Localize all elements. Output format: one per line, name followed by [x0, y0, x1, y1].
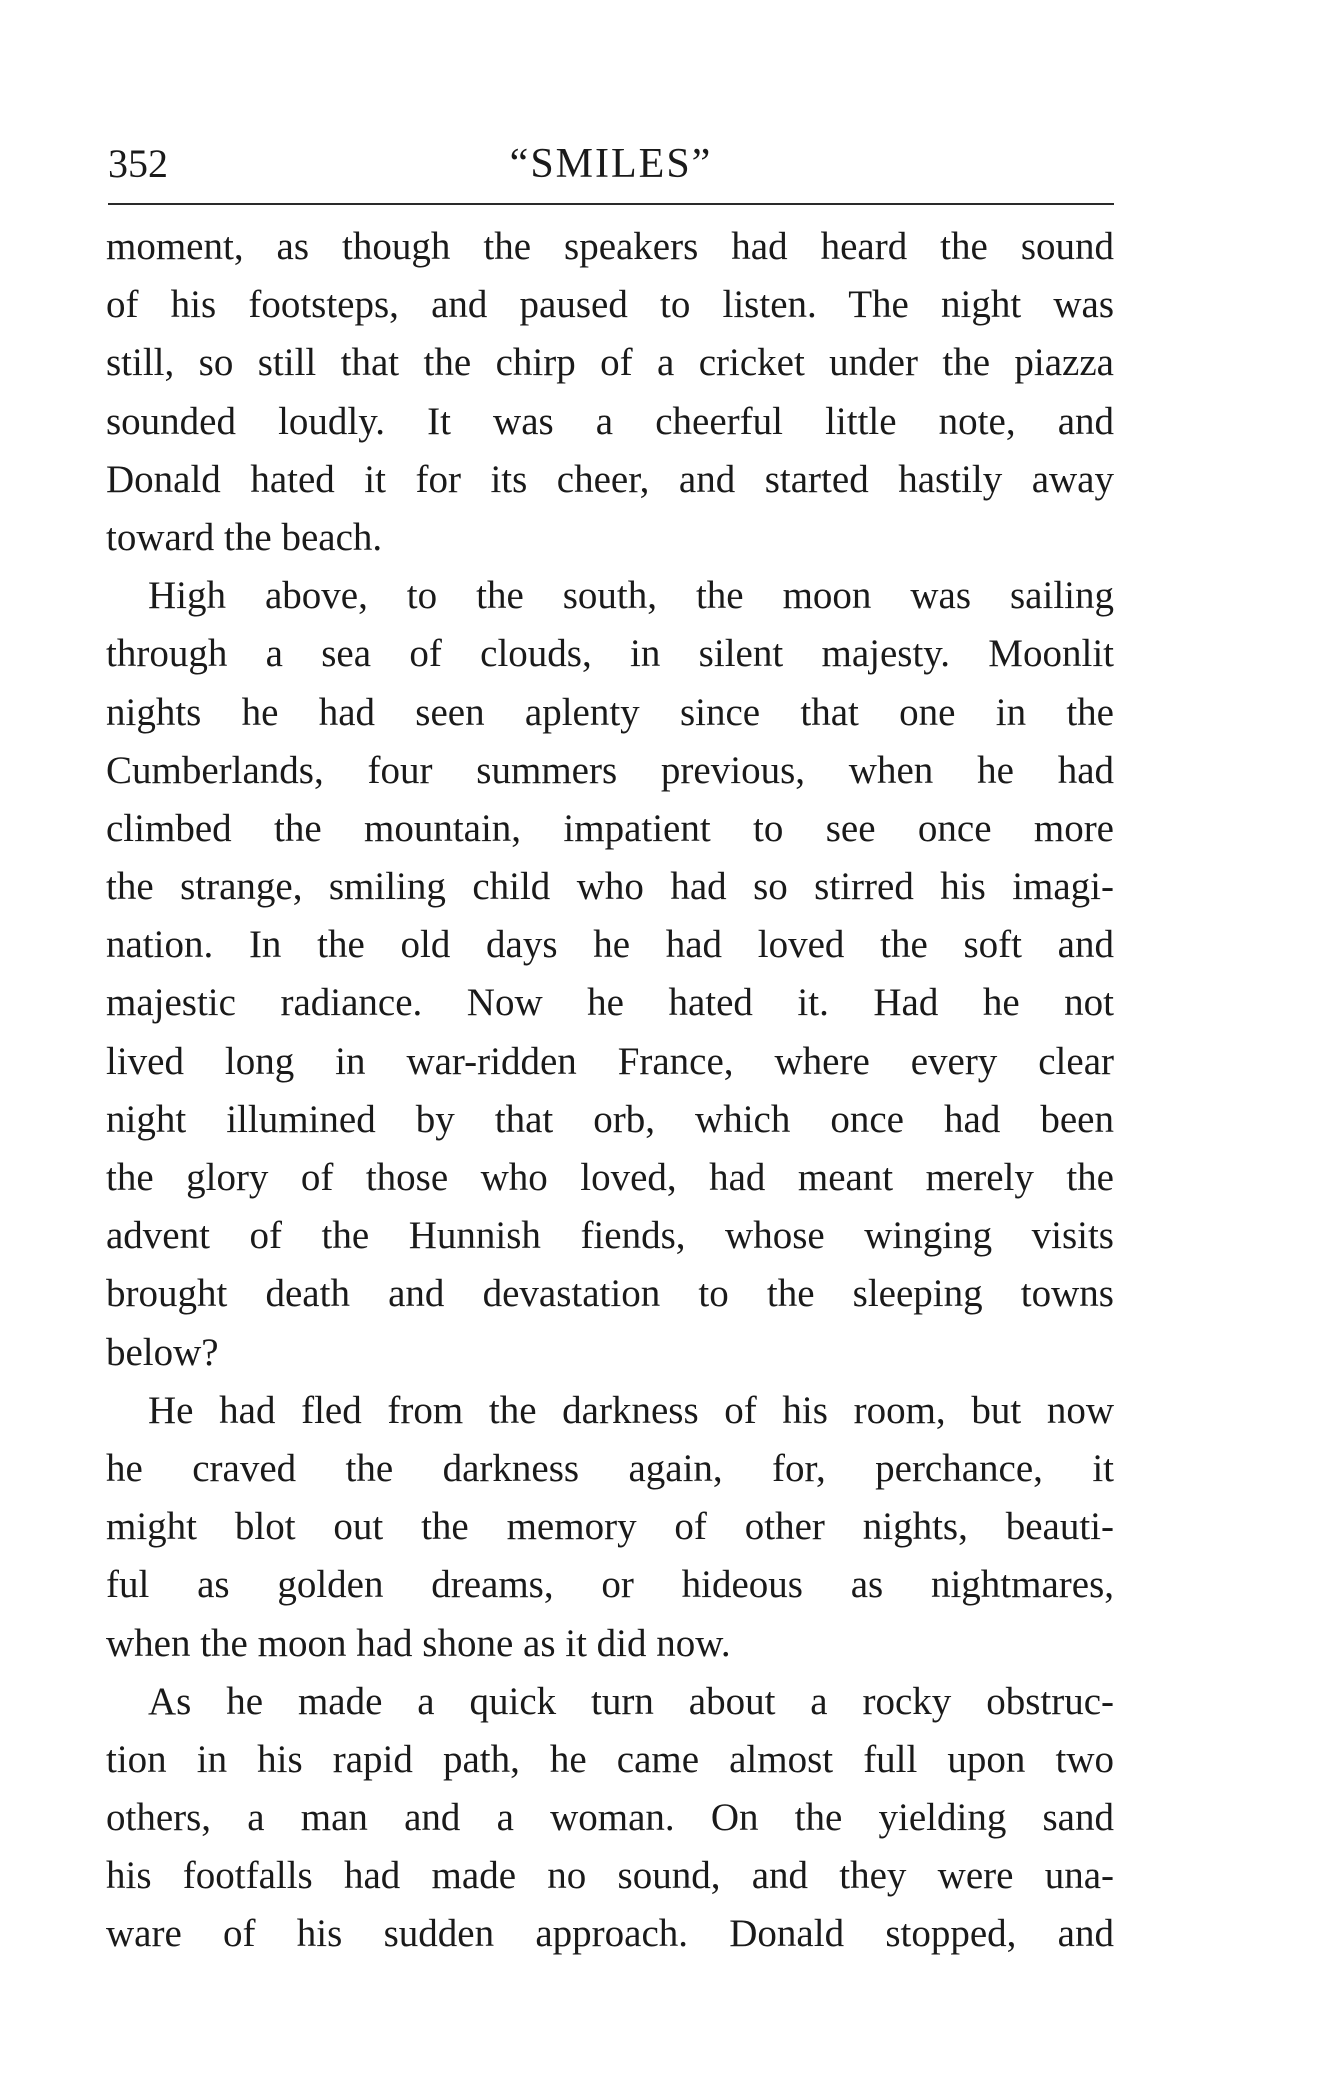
text-line: ful as golden dreams, or hideous as nightmares,	[106, 1563, 1114, 1607]
text-line: others, a man and a woman. On the yielding sand	[106, 1796, 1114, 1840]
text-line: moment, as though the speakers had heard the sound	[106, 225, 1114, 268]
text-line: still, so still that the chirp of a cricket under the piazza	[106, 341, 1114, 385]
text-line: He had fled from the darkness of his room, but now	[148, 1388, 1114, 1432]
text-line: night illumined by that orb, which once had been	[106, 1097, 1114, 1141]
text-line: advent of the Hunnish fiends, whose winging visits	[106, 1214, 1114, 1258]
text-line: below?	[106, 1330, 219, 1374]
paragraph	[106, 1673, 1114, 1964]
text-line: Donald hated it for its cheer, and started hastily away	[106, 457, 1114, 501]
text-line: the strange, smiling child who had so stirred his imagi-	[106, 865, 1114, 909]
text-line: toward the beach.	[106, 515, 383, 559]
text-line: nights he had seen aplenty since that one in the	[106, 690, 1114, 734]
text-line: the glory of those who loved, had meant merely the	[106, 1156, 1114, 1199]
paragraph	[106, 218, 1114, 567]
text-line: nation. In the old days he had loved the soft and	[106, 923, 1114, 967]
text-line: majestic radiance. Now he hated it. Had he not	[106, 981, 1114, 1025]
text-line: High above, to the south, the moon was sailing	[148, 574, 1114, 618]
text-line: sounded loudly. It was a cheerful little note, and	[106, 399, 1114, 443]
text-line: lived long in war-ridden France, where every clear	[106, 1039, 1114, 1083]
text-line: when the moon had shone as it did now.	[106, 1621, 731, 1665]
text-line: ware of his sudden approach. Donald stopped, and	[106, 1912, 1114, 1956]
text-line: through a sea of clouds, in silent majesty. Moonlit	[106, 632, 1114, 676]
text-line: he craved the darkness again, for, perchance, it	[106, 1446, 1114, 1490]
text-line: Cumberlands, four summers previous, when he had	[106, 748, 1114, 792]
page-number: 352	[108, 141, 168, 186]
running-title: “SMILES”	[509, 141, 713, 187]
text-line: brought death and devastation to the sleeping towns	[106, 1272, 1114, 1316]
text-line: his footfalls had made no sound, and they were una-	[106, 1854, 1114, 1898]
paragraph	[106, 567, 1114, 1382]
page-header	[108, 132, 1114, 192]
text-line: As he made a quick turn about a rocky obstruc-	[148, 1679, 1114, 1723]
body-text	[106, 218, 1114, 1964]
text-line: tion in his rapid path, he came almost full upon two	[106, 1737, 1114, 1781]
header-rule	[108, 203, 1114, 205]
text-line: might blot out the memory of other nights, beauti-	[106, 1505, 1114, 1549]
text-line: climbed the mountain, impatient to see once more	[106, 806, 1114, 850]
paragraph	[106, 1382, 1114, 1673]
text-line: of his footsteps, and paused to listen. The night was	[106, 283, 1114, 327]
